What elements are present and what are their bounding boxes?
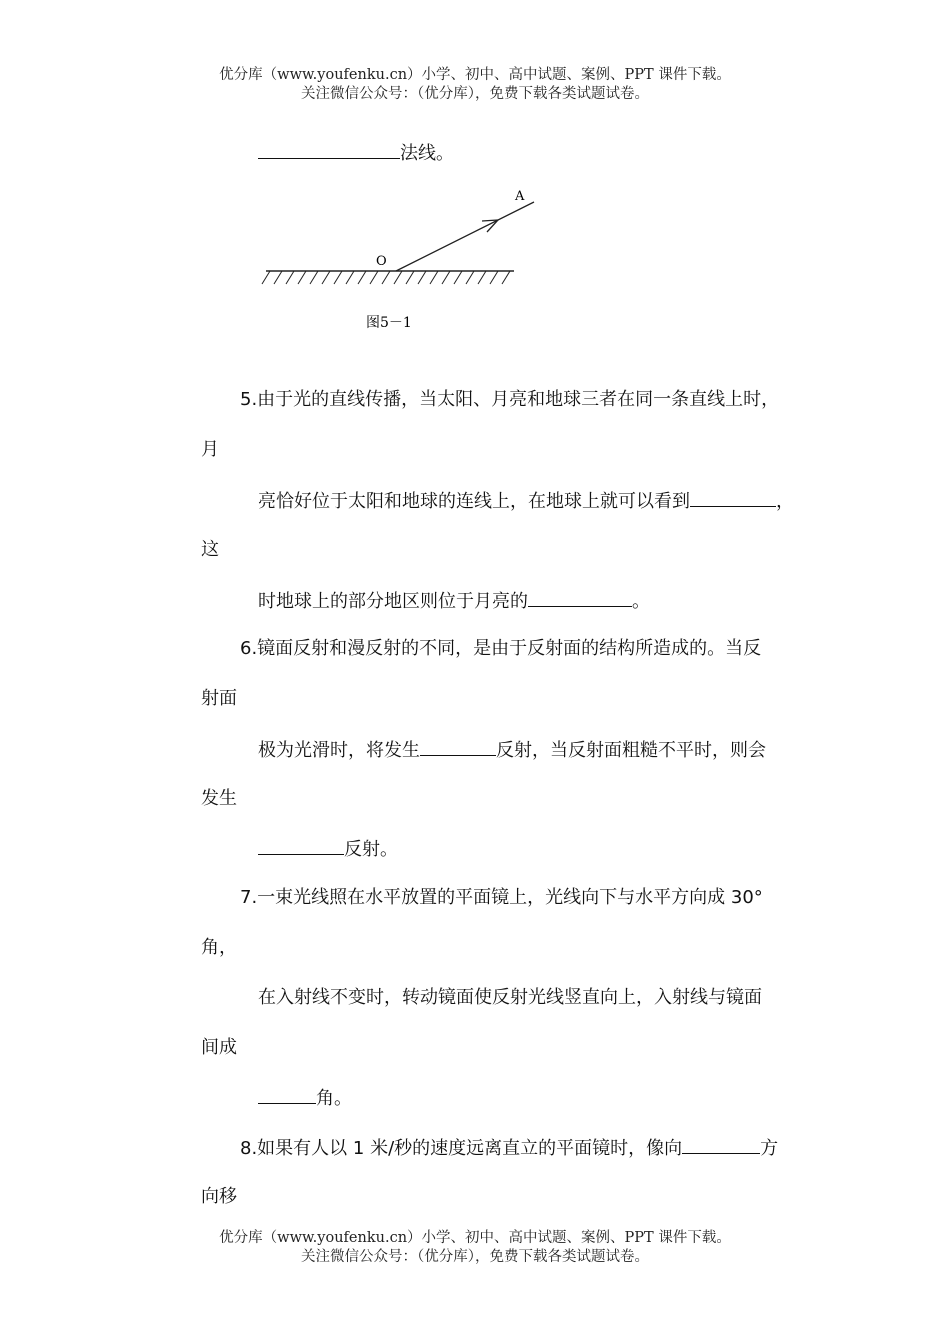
- ray-arrow-icon: [482, 220, 498, 232]
- figure-caption: 图5－1: [366, 315, 412, 331]
- q8-line-1-text-b: 方: [760, 1138, 779, 1159]
- text-normal-line: 法线。: [400, 143, 454, 164]
- answer-blank[interactable]: [258, 1085, 316, 1104]
- figure-5-1: [258, 180, 548, 340]
- answer-blank[interactable]: [528, 588, 632, 607]
- label-a: A: [515, 189, 525, 204]
- footer-line-2: 关注微信公众号：（优分库），免费下载各类试题试卷。: [301, 1249, 649, 1265]
- answer-blank[interactable]: [682, 1135, 760, 1154]
- q5-line-3-text: 亮恰好位于太阳和地球的连线上，在地球上就可以看到: [258, 491, 690, 512]
- mirror-hatching: [262, 271, 510, 284]
- q7-line-4: 间成: [201, 1037, 237, 1058]
- q6-line-4: 发生: [201, 788, 237, 809]
- page-footer: [0, 1229, 950, 1267]
- answer-blank[interactable]: [258, 836, 344, 855]
- q5-line-5-text: 时地球上的部分地区则位于月亮的: [258, 591, 528, 612]
- q6-line-3-text-b: 反射，当反射面粗糙不平时，则会: [496, 740, 766, 761]
- q7-line-3: 在入射线不变时，转动镜面使反射光线竖直向上，入射线与镜面: [258, 987, 762, 1008]
- q7-line-2: 角，: [201, 937, 237, 958]
- q8-line-1-text-a: 8.如果有人以 1 米/秒的速度远离直立的平面镜时，像向: [240, 1138, 683, 1159]
- answer-blank[interactable]: [258, 140, 400, 159]
- q8-line-2: 向移: [201, 1186, 237, 1207]
- q5-line-3: [258, 488, 794, 514]
- q8-line-1: [240, 1135, 778, 1161]
- q6-line-5-tail: 反射。: [344, 839, 398, 860]
- answer-blank[interactable]: [690, 488, 776, 507]
- q5-line-1: 5.由于光的直线传播，当太阳、月亮和地球三者在同一条直线上时，: [240, 389, 780, 410]
- fill-line-normal: [258, 140, 454, 166]
- q5-line-3-tail: ，: [776, 491, 794, 512]
- header-line-1: 优分库（www.youfenku.cn）小学、初中、高中试题、案例、PPT 课件下载。: [219, 67, 731, 83]
- label-o: O: [376, 254, 387, 269]
- answer-blank[interactable]: [420, 737, 496, 756]
- q6-line-3: [258, 737, 766, 763]
- q7-line-5-tail: 角。: [316, 1088, 352, 1109]
- q6-line-5: [258, 836, 398, 862]
- q7-line-1: 7.一束光线照在水平放置的平面镜上，光线向下与水平方向成 30°: [240, 887, 763, 908]
- q5-line-5-tail: 。: [632, 591, 650, 612]
- reflected-ray: [396, 202, 534, 271]
- q5-line-5: [258, 588, 650, 614]
- q7-line-5: [258, 1085, 352, 1111]
- q5-line-4: 这: [201, 539, 219, 560]
- footer-line-1: 优分库（www.youfenku.cn）小学、初中、高中试题、案例、PPT 课件下载。: [219, 1230, 731, 1246]
- q6-line-3-text-a: 极为光滑时，将发生: [258, 740, 420, 761]
- q6-line-2: 射面: [201, 688, 237, 709]
- header-line-2: 关注微信公众号：（优分库），免费下载各类试题试卷。: [301, 86, 649, 102]
- q5-line-2: 月: [201, 439, 219, 460]
- page-header: [0, 66, 950, 104]
- q6-line-1: 6.镜面反射和漫反射的不同，是由于反射面的结构所造成的。当反: [240, 638, 762, 659]
